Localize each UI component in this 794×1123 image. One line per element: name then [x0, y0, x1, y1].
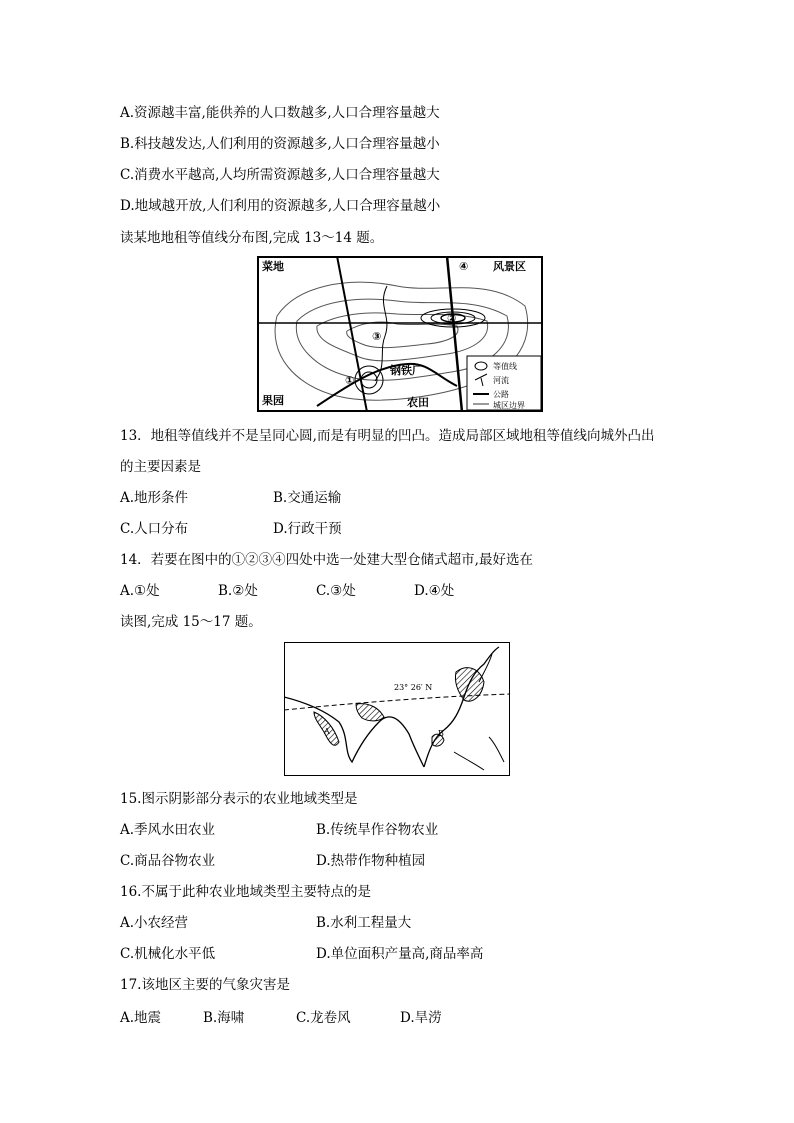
- legend-boundary: 城区边界: [493, 401, 525, 410]
- q13-option-a: A.地形条件: [120, 490, 189, 506]
- q13-stem-line1: 13．地租等值线并不是呈同心圆,而是有明显的凹凸。造成局部区域地租等值线向城外凸出: [120, 428, 655, 444]
- q12-option-a: A.资源越丰富,能供养的人口数越多,人口合理容量越大: [120, 105, 440, 121]
- q17-option-c: C.龙卷风: [296, 1010, 351, 1026]
- label-point-3: ③: [372, 330, 382, 343]
- q17-stem: 17.该地区主要的气象灾害是: [120, 977, 290, 993]
- q14-option-d: D.④处: [414, 583, 455, 599]
- q16-option-a: A.小农经营: [120, 915, 189, 931]
- q15-option-d: D.热带作物种植园: [316, 853, 426, 869]
- legend-road: 公路: [493, 390, 509, 399]
- legend-river: 河流: [493, 376, 509, 385]
- q16-stem: 16.不属于此种农业地域类型主要特点的是: [120, 884, 371, 900]
- label-point-1: ①: [345, 374, 355, 387]
- label-vegetable: 菜地: [262, 260, 284, 273]
- q13-option-c: C.人口分布: [120, 521, 189, 537]
- q16-option-d: D.单位面积产量高,商品率高: [316, 946, 484, 962]
- land-rent-map: [257, 256, 543, 412]
- intro-15-17: 读图,完成 15～17 题。: [120, 614, 262, 630]
- q12-option-b: B.科技越发达,人们利用的资源越多,人口合理容量越小: [120, 136, 440, 152]
- q15-option-b: B.传统旱作谷物农业: [316, 822, 439, 838]
- legend-isoline: 等值线: [493, 362, 517, 371]
- q16-option-c: C.机械化水平低: [120, 946, 216, 962]
- q14-stem: 14．若要在图中的①②③④四处中选一处建大型仓储式超市,最好选在: [120, 552, 533, 568]
- q15-stem: 15.图示阴影部分表示的农业地域类型是: [120, 791, 358, 807]
- q13-option-d: D.行政干预: [273, 521, 342, 537]
- region-label-b: B: [438, 729, 444, 738]
- intro-13-14: 读某地地租等值线分布图,完成 13～14 题。: [120, 230, 384, 246]
- q13-stem-line2: 的主要因素是: [120, 459, 201, 475]
- tropic-label: 23° 26′ N: [394, 683, 433, 692]
- q17-option-d: D.旱涝: [400, 1010, 442, 1026]
- q16-option-b: B.水利工程量大: [316, 915, 412, 931]
- q12-option-d: D.地域越开放,人们利用的资源越多,人口合理容量越小: [120, 198, 441, 214]
- label-scenic: 风景区: [493, 260, 526, 273]
- q13-option-b: B.交通运输: [273, 490, 342, 506]
- q14-option-b: B.②处: [218, 583, 258, 599]
- label-farmland: 农田: [407, 396, 429, 409]
- label-steel: 钢铁厂: [390, 364, 423, 377]
- q14-option-a: A.①处: [120, 583, 160, 599]
- label-point-4: ④: [459, 260, 469, 273]
- q17-option-b: B.海啸: [203, 1010, 245, 1026]
- label-point-2: ②: [447, 312, 457, 325]
- q15-option-a: A.季风水田农业: [120, 822, 216, 838]
- q15-option-c: C.商品谷物农业: [120, 853, 216, 869]
- label-orchard: 果园: [262, 394, 284, 407]
- q12-option-c: C.消费水平越高,人均所需资源越多,人口合理容量越大: [120, 167, 440, 183]
- q17-option-a: A.地震: [120, 1010, 162, 1026]
- q14-option-c: C.③处: [316, 583, 356, 599]
- asia-map: [284, 642, 510, 776]
- region-label-a: A: [324, 727, 330, 736]
